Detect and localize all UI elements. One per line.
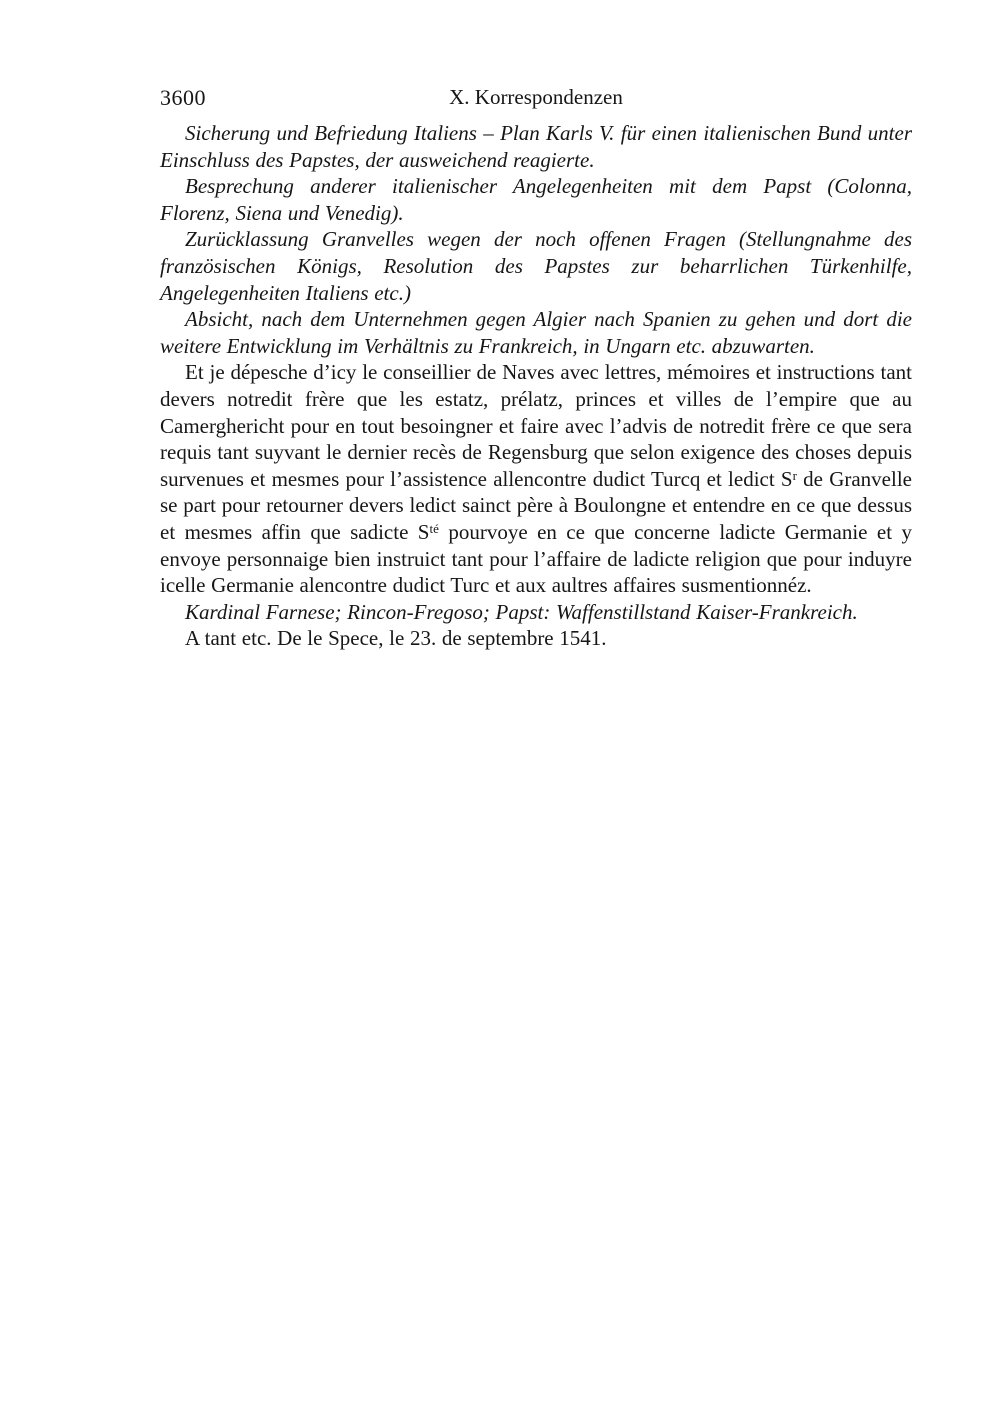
summary-paragraph-pope-talks: [160, 173, 912, 226]
body-paragraph-french-text: [160, 359, 912, 598]
summary-paragraph-italy-plan: [160, 120, 912, 173]
body-paragraph-dateline: [160, 625, 912, 652]
text-segment: Zurücklassung Granvelles wegen der noch offenen Fragen (Stellungnahme des französischen Königs, Resolution des Papstes zur beharrlichen Türkenhilfe, Angelegenheiten Italiens etc.): [160, 227, 912, 305]
superscript-abbreviation: r: [792, 467, 797, 483]
text-segment: A tant etc. De le Spece, le 23. de septembre 1541.: [185, 626, 607, 651]
text-segment: de Granvelle se part pour retourner devers ledict sainct père à Boulongne et entendre en ce que dessus et mesmes affin que sadicte S: [160, 466, 912, 544]
page-number: 3600: [160, 85, 206, 110]
running-header: [160, 84, 912, 111]
text-block: [160, 120, 912, 652]
text-segment: Sicherung und Befriedung Italiens – Plan Karls V. für einen italienischen Bund unter Einschluss des Papstes, der ausweichend reagierte.: [160, 121, 912, 172]
summary-paragraph-granvelle: [160, 226, 912, 306]
summary-paragraph-keywords: [160, 599, 912, 626]
text-segment: pourvoye en ce que concerne ladicte Germanie et y envoye personnaige bien instruict tant pour l’affaire de ladicte religion que pour induyre icelle Germanie alencontre dudict Turc et aux aultres affaires susmentionnéz.: [160, 519, 912, 598]
text-segment: Absicht, nach dem Unternehmen gegen Algier nach Spanien zu gehen und dort die weitere Entwicklung im Verhältnis zu Frankreich, in Ungarn etc. abzuwarten.: [160, 307, 912, 358]
section-title: X. Korrespondenzen: [449, 85, 623, 109]
page-content: [160, 84, 912, 652]
text-segment: Et je dépesche d’icy le conseillier de Naves avec lettres, mémoires et instructions tant devers notredit frère que les estatz, prélatz, princes et villes de l’empire que au Camerghericht pour en tout besoingner et faire avec l’advis de notredit frère ce que sera requis tant suyvant le dernier recès de Regensburg que selon exigence des choses depuis survenues et mesmes pour l’assistence allencontre dudict Turcq et ledict S: [160, 360, 912, 491]
summary-paragraph-algiers: [160, 306, 912, 359]
text-segment: Besprechung anderer italienischer Angelegenheiten mit dem Papst (Colonna, Florenz, Siena und Venedig).: [160, 174, 912, 225]
superscript-abbreviation: té: [429, 521, 439, 537]
text-segment: Kardinal Farnese; Rincon-Fregoso; Papst: Waffenstillstand Kaiser-Frankreich.: [185, 599, 858, 624]
